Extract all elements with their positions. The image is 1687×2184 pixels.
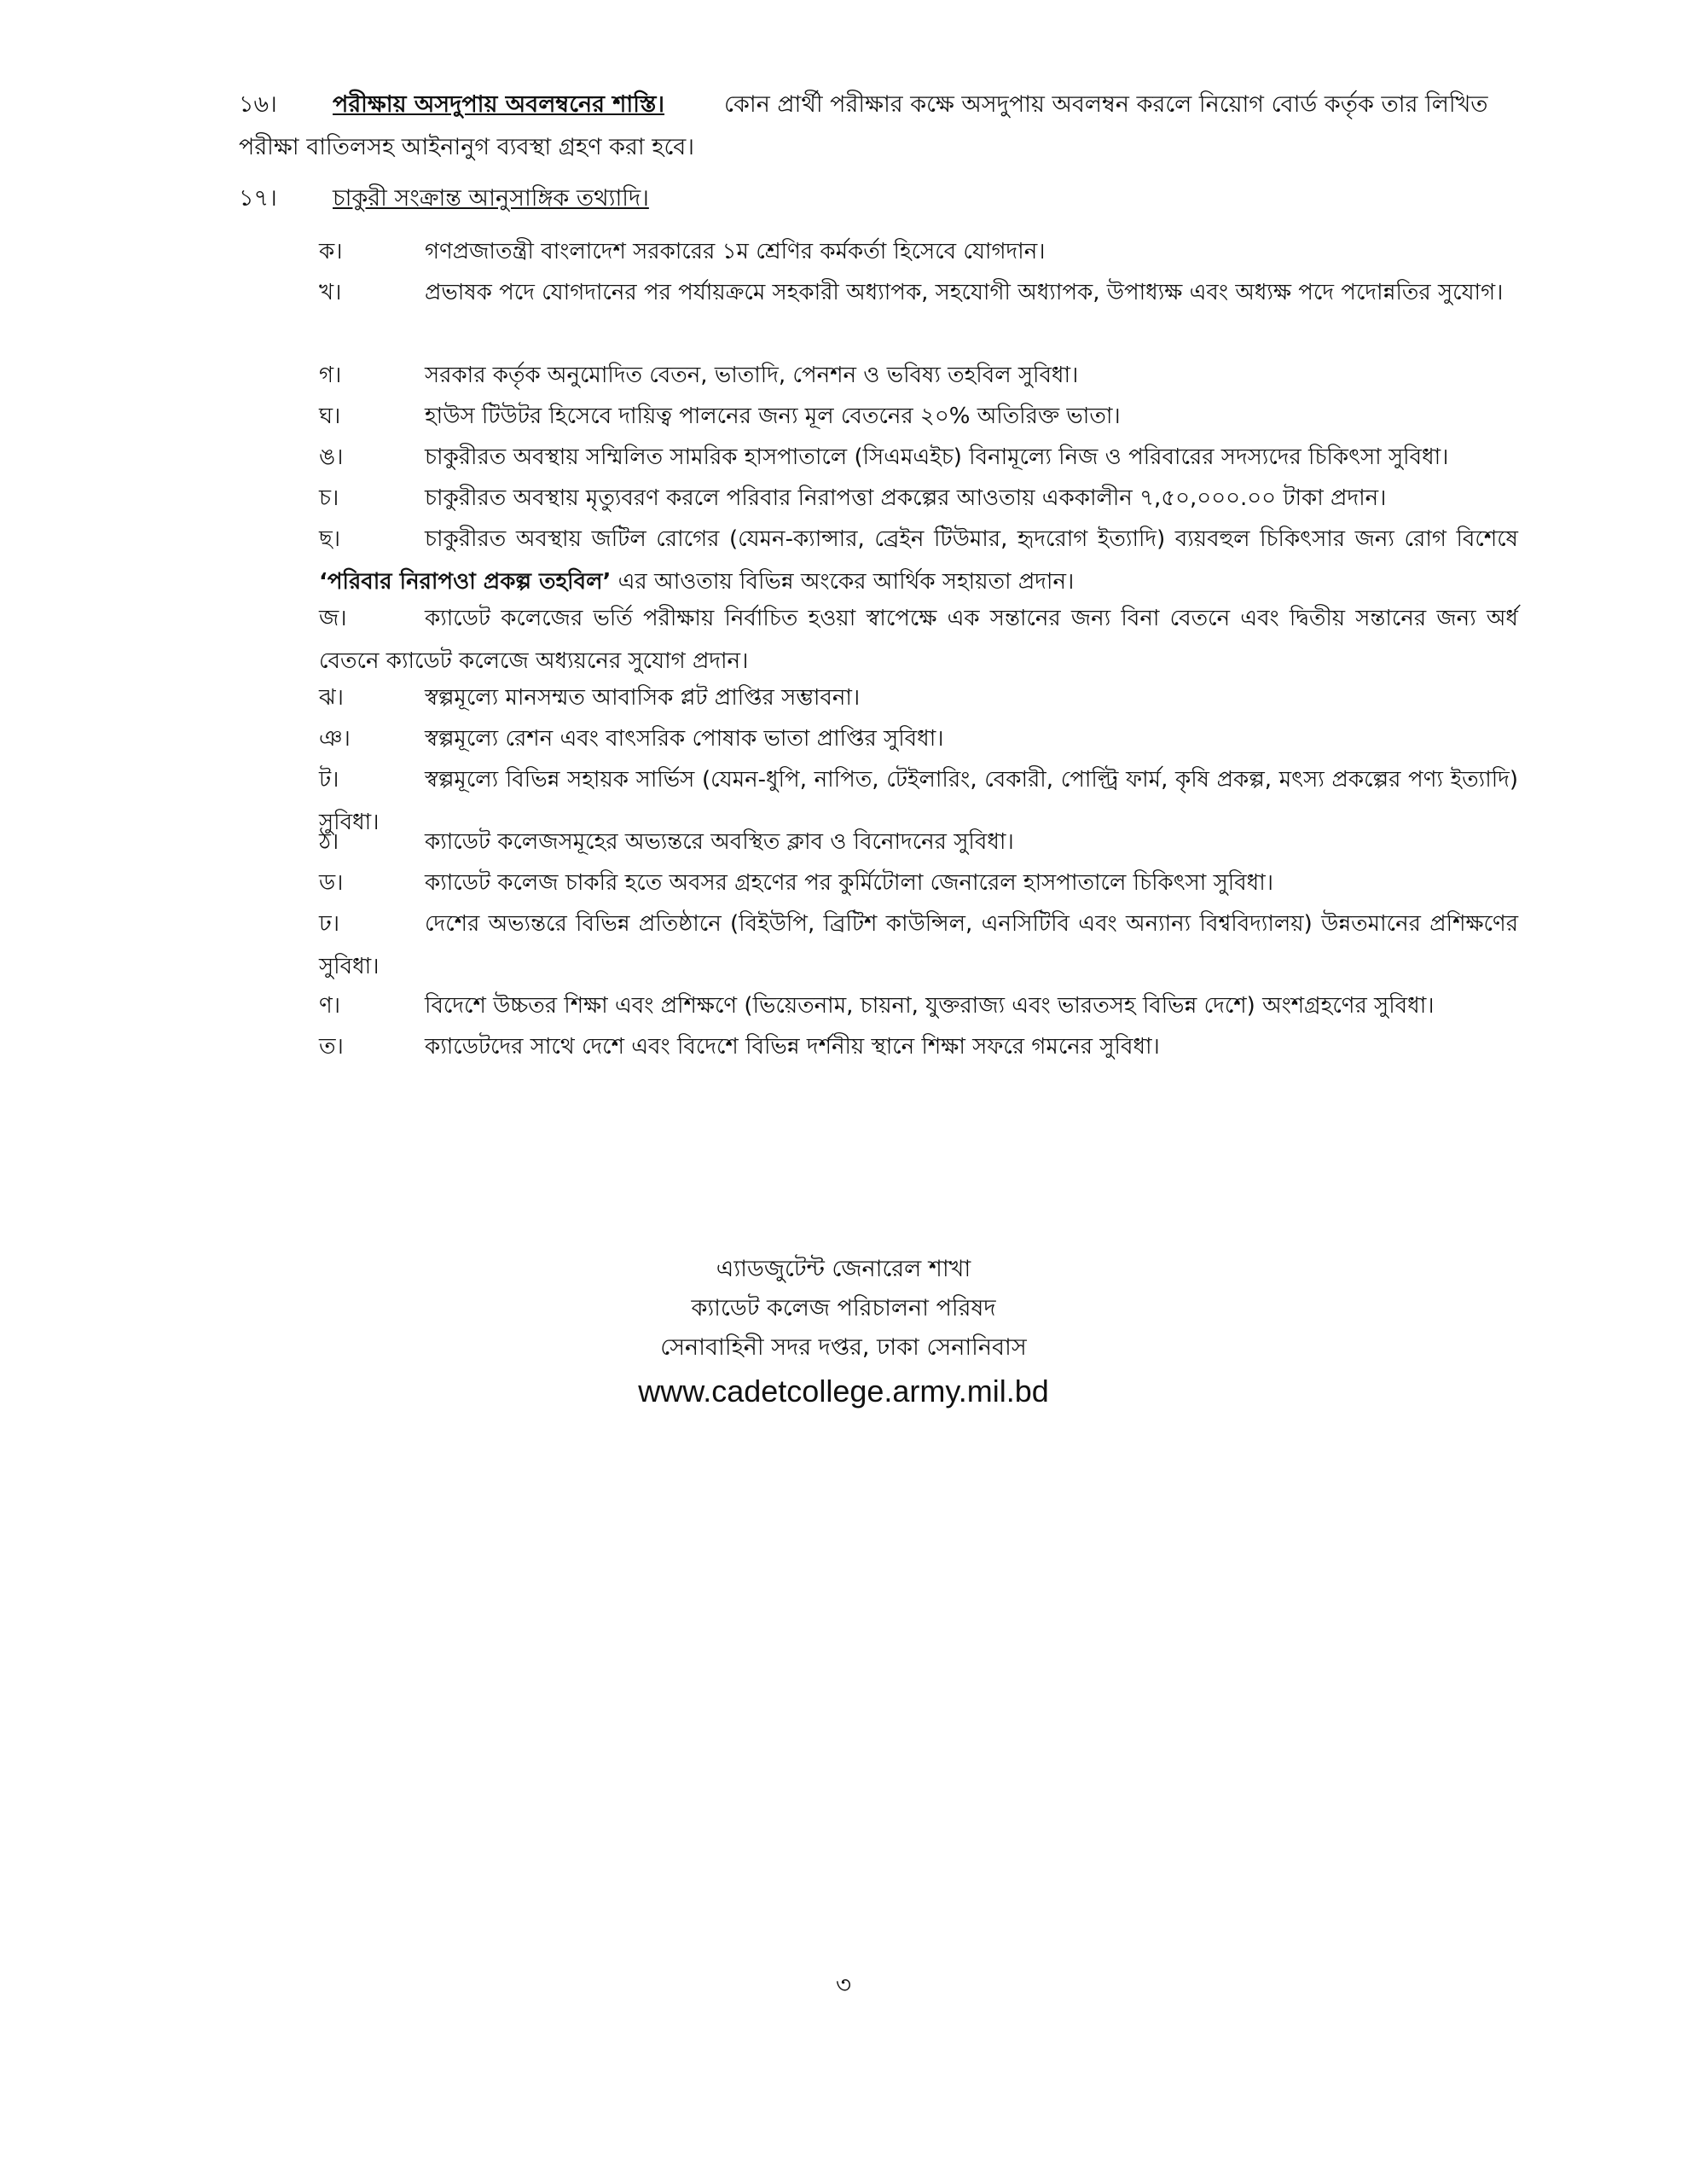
section-16 <box>239 84 1518 169</box>
list-item-text: স্বল্পমূল্যে মানসম্মত আবাসিক প্লট প্রাপ্তির সম্ভাবনা। <box>425 685 861 711</box>
list-item-label: ত। <box>319 1034 344 1060</box>
section-16-title: পরীক্ষায় অসদুপায় অবলম্বনের শাস্তি। <box>333 91 665 118</box>
list-item <box>319 1025 1518 1068</box>
issuer-council: ক্যাডেট কলেজ পরিচালনা পরিষদ <box>691 1295 996 1321</box>
list-item-text: এর আওতায় বিভিন্ন অংকের আর্থিক সহায়তা প্রদান। <box>617 569 1075 595</box>
section-17-title: চাকুরী সংক্রান্ত আনুসাঙ্গিক তথ্যাদি। <box>333 185 649 212</box>
list-item-label: ছ। <box>319 526 341 552</box>
list-item-text: স্বল্পমূল্যে রেশন এবং বাৎসরিক পোষাক ভাতা প্রাপ্তির সুবিধা। <box>425 726 944 752</box>
list-item <box>319 354 1518 397</box>
list-item <box>319 717 1518 760</box>
list-item-text: ক্যাডেট কলেজের ভর্তি পরীক্ষায় নির্বাচিত হওয়া স্বাপেক্ষে এক সন্তানের জন্য বিনা বেতনে এবং দ্বিতীয় সন্তানের জন্য অর্ধ বেতনে ক্যাডেট কলেজে অধ্যয়নের সুযোগ প্রদান। <box>319 606 1518 674</box>
list-item-text: ক্যাডেটদের সাথে দেশে এবং বিদেশে বিভিন্ন দর্শনীয় স্থানে শিক্ষা সফরে গমনের সুবিধা। <box>425 1034 1160 1060</box>
list-item <box>319 230 1518 273</box>
list-item-label: ঢ। <box>319 911 340 937</box>
list-item-text: গণপ্রজাতন্ত্রী বাংলাদেশ সরকারের ১ম শ্রেণির কর্মকর্তা হিসেবে যোগদান। <box>425 239 1046 264</box>
list-item <box>319 395 1518 438</box>
list-item <box>319 985 1518 1027</box>
list-item-label: চ। <box>319 485 339 511</box>
list-item-label: ঝ। <box>319 685 344 711</box>
list-item-text: প্রভাষক পদে যোগদানের পর পর্যায়ক্রমে সহকারী অধ্যাপক, সহযোগী অধ্যাপক, উপাধ্যক্ষ এবং অধ্যক্ষ পদে পদোন্নতির সুযোগ। <box>425 280 1504 305</box>
list-item-label: ণ। <box>319 993 341 1019</box>
section-16-number: ১৬। <box>239 91 277 118</box>
list-item-text: স্বল্পমূল্যে বিভিন্ন সহায়ক সার্ভিস (যেমন-ধুপি, নাপিত, টেইলারিং, বেকারী, পোল্ট্রি ফার্ম, কৃষি প্রকল্প, মৎস্য প্রকল্পের পণ্য ইত্যাদি) সুবিধা। <box>319 767 1518 835</box>
list-item-text: চাকুরীরত অবস্থায় জটিল রোগের (যেমন-ক্যান্সার, ব্রেইন টিউমার, হৃদরোগ ইত্যাদি) ব্যয়বহুল চিকিৎসার জন্য রোগ বিশেষে <box>425 526 1518 552</box>
list-item <box>319 903 1518 988</box>
list-item-text: চাকুরীরত অবস্থায় মৃত্যুবরণ করলে পরিবার নিরাপত্তা প্রকল্পের আওতায় এককালীন ৭,৫০,০০০.০০ টাকা প্রদান। <box>425 485 1387 511</box>
list-item <box>319 477 1518 520</box>
list-item-label: গ। <box>319 363 342 388</box>
list-item <box>319 677 1518 719</box>
list-item-text: হাউস টিউটর হিসেবে দায়িত্ব পালনের জন্য মূল বেতনের ২০% অতিরিক্ত ভাতা। <box>425 404 1121 429</box>
page-number: ৩ <box>835 1971 852 1999</box>
list-item-label: ড। <box>319 870 344 896</box>
list-item-text: ক্যাডেট কলেজসমূহের অভ্যন্তরে অবস্থিত ক্লাব ও বিনোদনের সুবিধা। <box>425 829 1014 855</box>
issuer-address: সেনাবাহিনী সদর দপ্তর, ঢাকা সেনানিবাস <box>660 1334 1027 1361</box>
list-item-label: ঘ। <box>319 404 341 429</box>
section-17-number: ১৭। <box>239 185 277 212</box>
list-item <box>319 597 1518 682</box>
list-item-label: ঙ। <box>319 444 344 470</box>
list-item-label: খ। <box>319 280 342 305</box>
list-item-text: সরকার কর্তৃক অনুমোদিত বেতন, ভাতাদি, পেনশন ও ভবিষ্য তহবিল সুবিধা। <box>425 363 1079 388</box>
list-item-label: ঞ। <box>319 726 351 752</box>
list-item-text: বিদেশে উচ্চতর শিক্ষা এবং প্রশিক্ষণে (ভিয়েতনাম, চায়না, যুক্তরাজ্য এবং ভারতসহ বিভিন্ন দেশে) অংশগ্রহণের সুবিধা। <box>425 993 1435 1019</box>
list-item <box>319 821 1518 863</box>
issuer-block <box>0 1250 1687 1415</box>
list-item <box>319 271 1518 314</box>
list-item <box>319 518 1518 603</box>
list-item-label: জ। <box>319 606 347 631</box>
list-item <box>319 436 1518 479</box>
list-item-text: চাকুরীরত অবস্থায় সম্মিলিত সামরিক হাসপাতালে (সিএমএইচ) বিনামূল্যে নিজ ও পরিবারের সদস্যদের চিকিৎসা সুবিধা। <box>425 444 1449 470</box>
fund-name-bold: ‘পরিবার নিরাপওা প্রকল্প তহবিল’ <box>319 569 612 595</box>
list-item-label: ট। <box>319 767 339 793</box>
website-url: www.cadetcollege.army.mil.bd <box>638 1374 1049 1409</box>
section-16-body: কোন প্রার্থী পরীক্ষার কক্ষে অসদুপায় অবলম্বন করলে নিয়োগ বোর্ড কর্তৃক তার লিখিত পরীক্ষা বাতিলসহ আইনানুগ ব্যবস্থা গ্রহণ করা হবে। <box>239 91 1488 160</box>
list-item-label: ক। <box>319 239 343 264</box>
list-item <box>319 862 1518 904</box>
list-item-text: দেশের অভ্যন্তরে বিভিন্ন প্রতিষ্ঠানে (বিইউপি, ব্রিটিশ কাউন্সিল, এনসিটিবি এবং অন্যান্য বিশ্ববিদ্যালয়) উন্নতমানের প্রশিক্ষণের সুবিধা। <box>319 911 1518 979</box>
list-item-text: ক্যাডেট কলেজ চাকরি হতে অবসর গ্রহণের পর কুর্মিটোলা জেনারেল হাসপাতালে চিকিৎসা সুবিধা। <box>425 870 1274 896</box>
issuer-branch: এ্যাডজুটেন্ট জেনারেল শাখা <box>716 1256 971 1282</box>
section-17 <box>239 177 1518 220</box>
list-item-label: ঠ। <box>319 829 339 855</box>
